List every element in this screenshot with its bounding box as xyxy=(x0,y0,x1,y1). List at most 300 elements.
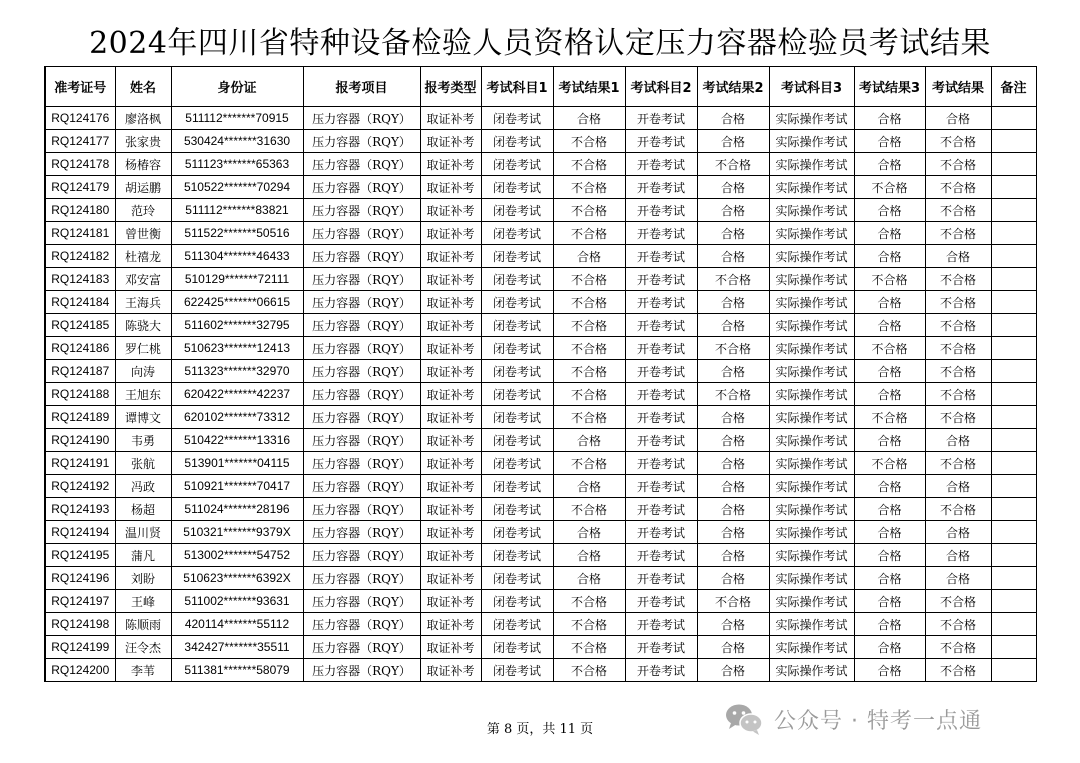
cell-result-1: 合格 xyxy=(553,245,625,268)
cell-subject-1: 闭卷考试 xyxy=(481,383,553,406)
cell-exam-item: 压力容器（RQY） xyxy=(303,406,420,429)
cell-result-1: 合格 xyxy=(553,475,625,498)
cell-exam-number: RQ124189 xyxy=(45,406,115,429)
cell-subject-2: 开卷考试 xyxy=(625,314,697,337)
cell-exam-number: RQ124199 xyxy=(45,636,115,659)
cell-exam-type: 取证补考 xyxy=(420,636,481,659)
cell-subject-2: 开卷考试 xyxy=(625,268,697,291)
cell-subject-2: 开卷考试 xyxy=(625,406,697,429)
cell-result-1: 不合格 xyxy=(553,406,625,429)
cell-result-2: 合格 xyxy=(697,659,769,682)
cell-subject-2: 开卷考试 xyxy=(625,590,697,613)
cell-exam-number: RQ124186 xyxy=(45,337,115,360)
cell-remarks xyxy=(991,429,1036,452)
cell-exam-item: 压力容器（RQY） xyxy=(303,521,420,544)
cell-result-2: 合格 xyxy=(697,475,769,498)
cell-subject-2: 开卷考试 xyxy=(625,222,697,245)
cell-final-result: 合格 xyxy=(925,245,991,268)
cell-final-result: 不合格 xyxy=(925,199,991,222)
cell-remarks xyxy=(991,245,1036,268)
cell-subject-2: 开卷考试 xyxy=(625,153,697,176)
cell-id-card: 510522*******70294 xyxy=(171,176,303,199)
cell-exam-item: 压力容器（RQY） xyxy=(303,245,420,268)
cell-result-1: 不合格 xyxy=(553,613,625,636)
cell-result-3: 合格 xyxy=(854,613,925,636)
cell-id-card: 511602*******32795 xyxy=(171,314,303,337)
page-title: 2024年四川省特种设备检验人员资格认定压力容器检验员考试结果 xyxy=(89,26,991,61)
cell-subject-2: 开卷考试 xyxy=(625,521,697,544)
cell-remarks xyxy=(991,544,1036,567)
cell-result-3: 合格 xyxy=(854,360,925,383)
cell-exam-number: RQ124184 xyxy=(45,291,115,314)
table-row xyxy=(45,107,1036,130)
cell-remarks xyxy=(991,498,1036,521)
cell-subject-1: 闭卷考试 xyxy=(481,613,553,636)
cell-exam-item: 压力容器（RQY） xyxy=(303,659,420,682)
table-row xyxy=(45,636,1036,659)
cell-exam-type: 取证补考 xyxy=(420,452,481,475)
cell-remarks xyxy=(991,636,1036,659)
cell-exam-type: 取证补考 xyxy=(420,498,481,521)
cell-id-card: 510921*******70417 xyxy=(171,475,303,498)
cell-exam-item: 压力容器（RQY） xyxy=(303,590,420,613)
cell-subject-2: 开卷考试 xyxy=(625,337,697,360)
table-row xyxy=(45,176,1036,199)
cell-final-result: 不合格 xyxy=(925,360,991,383)
cell-final-result: 不合格 xyxy=(925,406,991,429)
cell-remarks xyxy=(991,130,1036,153)
cell-result-1: 不合格 xyxy=(553,291,625,314)
cell-name: 韦勇 xyxy=(115,429,171,452)
table-row xyxy=(45,337,1036,360)
cell-name: 邓安富 xyxy=(115,268,171,291)
cell-result-3: 合格 xyxy=(854,544,925,567)
cell-id-card: 511112*******70915 xyxy=(171,107,303,130)
table-row xyxy=(45,498,1036,521)
cell-result-2: 合格 xyxy=(697,544,769,567)
cell-subject-3: 实际操作考试 xyxy=(769,475,854,498)
cell-id-card: 620422*******42237 xyxy=(171,383,303,406)
cell-id-card: 513901*******04115 xyxy=(171,452,303,475)
cell-subject-2: 开卷考试 xyxy=(625,130,697,153)
cell-result-1: 不合格 xyxy=(553,452,625,475)
cell-exam-type: 取证补考 xyxy=(420,268,481,291)
cell-subject-3: 实际操作考试 xyxy=(769,613,854,636)
cell-exam-type: 取证补考 xyxy=(420,567,481,590)
cell-exam-type: 取证补考 xyxy=(420,107,481,130)
cell-id-card: 511323*******32970 xyxy=(171,360,303,383)
cell-exam-item: 压力容器（RQY） xyxy=(303,222,420,245)
cell-name: 冯政 xyxy=(115,475,171,498)
cell-subject-3: 实际操作考试 xyxy=(769,360,854,383)
cell-exam-number: RQ124196 xyxy=(45,567,115,590)
cell-result-1: 不合格 xyxy=(553,268,625,291)
cell-exam-item: 压力容器（RQY） xyxy=(303,130,420,153)
cell-result-3: 合格 xyxy=(854,153,925,176)
table-row xyxy=(45,521,1036,544)
cell-subject-2: 开卷考试 xyxy=(625,613,697,636)
cell-exam-number: RQ124179 xyxy=(45,176,115,199)
cell-id-card: 342427*******35511 xyxy=(171,636,303,659)
cell-exam-item: 压力容器（RQY） xyxy=(303,544,420,567)
header-subject-2: 考试科目2 xyxy=(625,67,697,107)
cell-id-card: 513002*******54752 xyxy=(171,544,303,567)
cell-final-result: 不合格 xyxy=(925,659,991,682)
cell-name: 陈骁大 xyxy=(115,314,171,337)
cell-name: 张航 xyxy=(115,452,171,475)
cell-subject-1: 闭卷考试 xyxy=(481,567,553,590)
cell-name: 王旭东 xyxy=(115,383,171,406)
cell-result-2: 不合格 xyxy=(697,383,769,406)
cell-final-result: 不合格 xyxy=(925,383,991,406)
cell-subject-2: 开卷考试 xyxy=(625,176,697,199)
cell-result-3: 合格 xyxy=(854,636,925,659)
cell-name: 温川贤 xyxy=(115,521,171,544)
cell-name: 曾世衡 xyxy=(115,222,171,245)
cell-name: 谭博文 xyxy=(115,406,171,429)
table-row xyxy=(45,613,1036,636)
cell-id-card: 620102*******73312 xyxy=(171,406,303,429)
cell-result-1: 合格 xyxy=(553,429,625,452)
cell-exam-item: 压力容器（RQY） xyxy=(303,636,420,659)
cell-name: 刘盼 xyxy=(115,567,171,590)
cell-exam-type: 取证补考 xyxy=(420,613,481,636)
cell-subject-1: 闭卷考试 xyxy=(481,636,553,659)
cell-result-2: 合格 xyxy=(697,360,769,383)
header-exam-item: 报考项目 xyxy=(303,67,420,107)
cell-id-card: 511381*******58079 xyxy=(171,659,303,682)
cell-exam-type: 取证补考 xyxy=(420,521,481,544)
cell-remarks xyxy=(991,222,1036,245)
cell-subject-3: 实际操作考试 xyxy=(769,245,854,268)
cell-exam-item: 压力容器（RQY） xyxy=(303,567,420,590)
header-remarks: 备注 xyxy=(991,67,1036,107)
page-number: 第 8 页，共 11 页 xyxy=(486,722,594,737)
cell-subject-2: 开卷考试 xyxy=(625,452,697,475)
table-row xyxy=(45,429,1036,452)
cell-result-2: 合格 xyxy=(697,176,769,199)
cell-exam-item: 压力容器（RQY） xyxy=(303,452,420,475)
cell-final-result: 不合格 xyxy=(925,613,991,636)
cell-subject-3: 实际操作考试 xyxy=(769,268,854,291)
watermark xyxy=(724,700,982,738)
cell-id-card: 511123*******65363 xyxy=(171,153,303,176)
cell-result-1: 合格 xyxy=(553,567,625,590)
cell-subject-1: 闭卷考试 xyxy=(481,314,553,337)
cell-subject-1: 闭卷考试 xyxy=(481,337,553,360)
cell-exam-number: RQ124200 xyxy=(45,659,115,682)
cell-subject-3: 实际操作考试 xyxy=(769,383,854,406)
cell-exam-item: 压力容器（RQY） xyxy=(303,107,420,130)
cell-name: 张家贵 xyxy=(115,130,171,153)
cell-exam-type: 取证补考 xyxy=(420,337,481,360)
cell-remarks xyxy=(991,107,1036,130)
cell-result-1: 合格 xyxy=(553,544,625,567)
cell-result-3: 不合格 xyxy=(854,176,925,199)
cell-exam-type: 取证补考 xyxy=(420,222,481,245)
cell-exam-item: 压力容器（RQY） xyxy=(303,429,420,452)
cell-result-1: 不合格 xyxy=(553,590,625,613)
cell-final-result: 不合格 xyxy=(925,337,991,360)
cell-remarks xyxy=(991,659,1036,682)
header-subject-1: 考试科目1 xyxy=(481,67,553,107)
cell-subject-3: 实际操作考试 xyxy=(769,130,854,153)
table-row xyxy=(45,130,1036,153)
cell-final-result: 不合格 xyxy=(925,268,991,291)
table-row xyxy=(45,360,1036,383)
wechat-icon xyxy=(724,702,764,736)
cell-subject-2: 开卷考试 xyxy=(625,659,697,682)
cell-subject-2: 开卷考试 xyxy=(625,107,697,130)
cell-name: 陈顺雨 xyxy=(115,613,171,636)
cell-exam-item: 压力容器（RQY） xyxy=(303,498,420,521)
header-result-1: 考试结果1 xyxy=(553,67,625,107)
cell-result-2: 合格 xyxy=(697,291,769,314)
cell-final-result: 合格 xyxy=(925,107,991,130)
cell-exam-type: 取证补考 xyxy=(420,360,481,383)
cell-remarks xyxy=(991,521,1036,544)
cell-id-card: 622425*******06615 xyxy=(171,291,303,314)
cell-result-1: 不合格 xyxy=(553,199,625,222)
cell-exam-number: RQ124185 xyxy=(45,314,115,337)
cell-final-result: 合格 xyxy=(925,429,991,452)
cell-subject-3: 实际操作考试 xyxy=(769,176,854,199)
cell-exam-item: 压力容器（RQY） xyxy=(303,337,420,360)
cell-subject-3: 实际操作考试 xyxy=(769,222,854,245)
cell-exam-number: RQ124180 xyxy=(45,199,115,222)
cell-id-card: 420114*******55112 xyxy=(171,613,303,636)
table-row xyxy=(45,245,1036,268)
cell-remarks xyxy=(991,452,1036,475)
header-subject-3: 考试科目3 xyxy=(769,67,854,107)
cell-exam-type: 取证补考 xyxy=(420,475,481,498)
cell-exam-item: 压力容器（RQY） xyxy=(303,475,420,498)
cell-result-3: 合格 xyxy=(854,107,925,130)
cell-subject-1: 闭卷考试 xyxy=(481,199,553,222)
cell-exam-type: 取证补考 xyxy=(420,176,481,199)
table-row xyxy=(45,475,1036,498)
table-row xyxy=(45,544,1036,567)
cell-subject-2: 开卷考试 xyxy=(625,360,697,383)
cell-exam-number: RQ124183 xyxy=(45,268,115,291)
cell-remarks xyxy=(991,613,1036,636)
cell-exam-type: 取证补考 xyxy=(420,199,481,222)
header-exam-type: 报考类型 xyxy=(420,67,481,107)
cell-exam-item: 压力容器（RQY） xyxy=(303,176,420,199)
cell-exam-number: RQ124194 xyxy=(45,521,115,544)
table-row xyxy=(45,314,1036,337)
cell-result-1: 合格 xyxy=(553,107,625,130)
cell-exam-type: 取证补考 xyxy=(420,406,481,429)
cell-result-2: 合格 xyxy=(697,498,769,521)
header-id-card: 身份证 xyxy=(171,67,303,107)
cell-remarks xyxy=(991,567,1036,590)
results-table xyxy=(44,66,1037,682)
cell-result-2: 不合格 xyxy=(697,590,769,613)
cell-exam-type: 取证补考 xyxy=(420,590,481,613)
cell-subject-1: 闭卷考试 xyxy=(481,360,553,383)
cell-id-card: 510422*******13316 xyxy=(171,429,303,452)
cell-exam-number: RQ124192 xyxy=(45,475,115,498)
cell-result-3: 不合格 xyxy=(854,406,925,429)
cell-result-2: 合格 xyxy=(697,245,769,268)
cell-subject-2: 开卷考试 xyxy=(625,636,697,659)
cell-subject-2: 开卷考试 xyxy=(625,383,697,406)
cell-exam-number: RQ124191 xyxy=(45,452,115,475)
table-row xyxy=(45,222,1036,245)
cell-subject-2: 开卷考试 xyxy=(625,245,697,268)
cell-id-card: 511304*******46433 xyxy=(171,245,303,268)
cell-final-result: 不合格 xyxy=(925,153,991,176)
cell-subject-1: 闭卷考试 xyxy=(481,498,553,521)
cell-result-3: 合格 xyxy=(854,659,925,682)
cell-exam-item: 压力容器（RQY） xyxy=(303,153,420,176)
cell-result-2: 合格 xyxy=(697,567,769,590)
cell-id-card: 511002*******93631 xyxy=(171,590,303,613)
cell-name: 汪令杰 xyxy=(115,636,171,659)
cell-subject-3: 实际操作考试 xyxy=(769,521,854,544)
cell-subject-1: 闭卷考试 xyxy=(481,153,553,176)
cell-final-result: 不合格 xyxy=(925,222,991,245)
header-result-2: 考试结果2 xyxy=(697,67,769,107)
cell-name: 王峰 xyxy=(115,590,171,613)
cell-exam-type: 取证补考 xyxy=(420,291,481,314)
cell-remarks xyxy=(991,268,1036,291)
cell-exam-number: RQ124188 xyxy=(45,383,115,406)
cell-subject-3: 实际操作考试 xyxy=(769,337,854,360)
cell-subject-2: 开卷考试 xyxy=(625,567,697,590)
table-row xyxy=(45,268,1036,291)
cell-subject-1: 闭卷考试 xyxy=(481,176,553,199)
cell-result-3: 不合格 xyxy=(854,337,925,360)
cell-result-1: 不合格 xyxy=(553,360,625,383)
cell-subject-3: 实际操作考试 xyxy=(769,153,854,176)
cell-remarks xyxy=(991,360,1036,383)
header-name: 姓名 xyxy=(115,67,171,107)
table-row xyxy=(45,452,1036,475)
cell-subject-2: 开卷考试 xyxy=(625,475,697,498)
cell-remarks xyxy=(991,291,1036,314)
cell-exam-item: 压力容器（RQY） xyxy=(303,360,420,383)
cell-result-3: 合格 xyxy=(854,475,925,498)
header-exam-number: 准考证号 xyxy=(45,67,115,107)
cell-result-3: 合格 xyxy=(854,590,925,613)
cell-result-2: 合格 xyxy=(697,314,769,337)
cell-result-3: 不合格 xyxy=(854,268,925,291)
cell-exam-item: 压力容器（RQY） xyxy=(303,291,420,314)
cell-exam-number: RQ124197 xyxy=(45,590,115,613)
cell-subject-1: 闭卷考试 xyxy=(481,291,553,314)
table-row xyxy=(45,590,1036,613)
cell-result-1: 不合格 xyxy=(553,176,625,199)
cell-result-2: 合格 xyxy=(697,452,769,475)
cell-exam-number: RQ124177 xyxy=(45,130,115,153)
cell-remarks xyxy=(991,314,1036,337)
cell-exam-number: RQ124176 xyxy=(45,107,115,130)
cell-id-card: 511024*******28196 xyxy=(171,498,303,521)
cell-name: 李苇 xyxy=(115,659,171,682)
cell-name: 王海兵 xyxy=(115,291,171,314)
cell-subject-3: 实际操作考试 xyxy=(769,291,854,314)
cell-result-2: 合格 xyxy=(697,521,769,544)
cell-result-2: 合格 xyxy=(697,130,769,153)
cell-subject-3: 实际操作考试 xyxy=(769,590,854,613)
cell-exam-type: 取证补考 xyxy=(420,130,481,153)
cell-name: 胡运鹏 xyxy=(115,176,171,199)
cell-final-result: 合格 xyxy=(925,475,991,498)
cell-id-card: 530424*******31630 xyxy=(171,130,303,153)
cell-final-result: 不合格 xyxy=(925,636,991,659)
cell-subject-1: 闭卷考试 xyxy=(481,429,553,452)
cell-remarks xyxy=(991,475,1036,498)
cell-exam-type: 取证补考 xyxy=(420,314,481,337)
cell-subject-3: 实际操作考试 xyxy=(769,452,854,475)
cell-result-3: 合格 xyxy=(854,521,925,544)
cell-result-1: 不合格 xyxy=(553,222,625,245)
cell-subject-1: 闭卷考试 xyxy=(481,452,553,475)
cell-final-result: 不合格 xyxy=(925,590,991,613)
cell-exam-type: 取证补考 xyxy=(420,245,481,268)
cell-subject-3: 实际操作考试 xyxy=(769,659,854,682)
cell-result-1: 不合格 xyxy=(553,130,625,153)
cell-subject-2: 开卷考试 xyxy=(625,544,697,567)
cell-subject-1: 闭卷考试 xyxy=(481,268,553,291)
cell-id-card: 510623*******6392X xyxy=(171,567,303,590)
cell-subject-3: 实际操作考试 xyxy=(769,567,854,590)
cell-exam-item: 压力容器（RQY） xyxy=(303,268,420,291)
cell-final-result: 不合格 xyxy=(925,498,991,521)
cell-result-1: 不合格 xyxy=(553,383,625,406)
cell-final-result: 不合格 xyxy=(925,176,991,199)
cell-subject-3: 实际操作考试 xyxy=(769,199,854,222)
cell-subject-2: 开卷考试 xyxy=(625,199,697,222)
cell-exam-item: 压力容器（RQY） xyxy=(303,383,420,406)
cell-result-2: 不合格 xyxy=(697,337,769,360)
cell-final-result: 不合格 xyxy=(925,452,991,475)
watermark-text: 公众号 · 特考一点通 xyxy=(774,708,982,734)
cell-id-card: 511112*******83821 xyxy=(171,199,303,222)
cell-subject-1: 闭卷考试 xyxy=(481,521,553,544)
cell-name: 杜禧龙 xyxy=(115,245,171,268)
cell-exam-type: 取证补考 xyxy=(420,383,481,406)
cell-exam-type: 取证补考 xyxy=(420,153,481,176)
cell-remarks xyxy=(991,383,1036,406)
cell-remarks xyxy=(991,153,1036,176)
cell-result-3: 合格 xyxy=(854,314,925,337)
cell-subject-1: 闭卷考试 xyxy=(481,130,553,153)
cell-result-3: 合格 xyxy=(854,130,925,153)
cell-name: 罗仁桃 xyxy=(115,337,171,360)
table-row xyxy=(45,291,1036,314)
header-result-3: 考试结果3 xyxy=(854,67,925,107)
table-row xyxy=(45,659,1036,682)
cell-result-1: 不合格 xyxy=(553,498,625,521)
cell-result-3: 合格 xyxy=(854,383,925,406)
cell-remarks xyxy=(991,176,1036,199)
cell-name: 杨椿容 xyxy=(115,153,171,176)
cell-exam-item: 压力容器（RQY） xyxy=(303,613,420,636)
cell-name: 向涛 xyxy=(115,360,171,383)
cell-exam-number: RQ124187 xyxy=(45,360,115,383)
cell-exam-type: 取证补考 xyxy=(420,659,481,682)
cell-id-card: 510623*******12413 xyxy=(171,337,303,360)
table-body xyxy=(45,107,1036,682)
cell-exam-type: 取证补考 xyxy=(420,544,481,567)
cell-remarks xyxy=(991,590,1036,613)
cell-result-2: 合格 xyxy=(697,222,769,245)
cell-final-result: 合格 xyxy=(925,567,991,590)
cell-subject-1: 闭卷考试 xyxy=(481,475,553,498)
